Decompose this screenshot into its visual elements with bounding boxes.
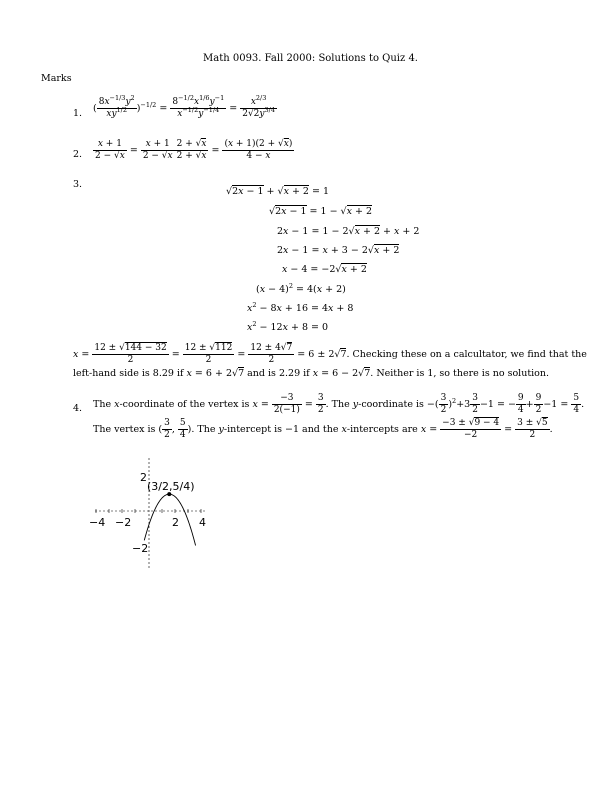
- eq-line-4: 2x − 1 = x + 3 − 2√x + 2: [277, 245, 400, 256]
- eq-line-7: $x^2 - 8x + 16 = 4x + 8$: [247, 301, 354, 314]
- problem-2-equation: $\frac{x + 1}{2 - √x}$ = $\frac{x + 1}{2 - √x}$ $\frac{2 + √x}{2 + √x}$ = $\frac{(x + 1)(2 + √x)}{4 - x}$: [95, 139, 293, 161]
- problem-4-line-1: The x-coordinate of the vertex is x = $\frac{-3}{2(-1)}$ = $\frac{3}{2}$ . The y-coordinate is −( $\frac{3}{2}$ )$^2$+3 $\frac{3}{2}$ −1 = − $\frac{9}{4}$ + $\frac{9}{2}$ −1 = $\frac{5}{4}$ .: [93, 393, 585, 415]
- problem-4-line-2: The vertex is ( $\frac{3}{2}$ , $\frac{5}{4}$ ). The y-intercept is −1 and the x-intercepts are x = $\frac{-3 \pm √9 - 4}{-2}$ = $\frac{3 \pm √5}{2}$ .: [93, 418, 553, 440]
- vertex-label: (3/2,5/4): [147, 480, 195, 493]
- x-tick-label: 4: [199, 516, 206, 529]
- problem-2-number: 2.: [73, 149, 83, 160]
- parabola-graph: [85, 455, 215, 580]
- marks-label: Marks: [41, 73, 72, 84]
- problem-1-number: 1.: [73, 108, 83, 119]
- eq-line-2: √2x − 1 = 1 − √x + 2: [269, 206, 373, 217]
- problem-3-number: 3.: [73, 179, 83, 190]
- problem-1-equation: ( $\frac{8x^{-1/3}y^2}{xy^{1/2}}$ )$^{-1/2}$ = $\frac{8^{-1/2}x^{1/6}y^{-1}}{x^{-1/2}y^{-1/4}}$ = $\frac{x^{2/3}}{2√2y^{3/4}}$: [93, 94, 275, 119]
- eq-line-3: 2x − 1 = 1 − 2√x + 2 + x + 2: [277, 226, 420, 237]
- eq-line-1: √2x − 1 + √x + 2 = 1: [226, 186, 330, 197]
- problem-3-solution: x = $\frac{12 \pm √144 - 32}{2}$ = $\frac{12 \pm √112}{2}$ = $\frac{12 \pm 4√7}{2}$ = 6 ± 2√7. Checking these on a calcultator, we find that the: [73, 343, 587, 365]
- problem-4-number: 4.: [73, 403, 83, 414]
- eq-line-6: $(x - 4)^2 = 4(x + 2)$: [256, 282, 346, 295]
- y-tick-label: −2: [132, 542, 149, 555]
- x-tick-label: −4: [89, 516, 106, 529]
- page-title: Math 0093. Fall 2000: Solutions to Quiz 4.: [203, 53, 418, 64]
- eq-line-8: $x^2 - 12x + 8 = 0$: [247, 320, 329, 333]
- problem-3-conclusion: left-hand side is 8.29 if x = 6 + 2√7 and is 2.29 if x = 6 − 2√7. Neither is 1, so there is no solution.: [73, 368, 550, 379]
- y-tick-label: 2: [140, 471, 147, 484]
- x-tick-label: −2: [115, 516, 132, 529]
- parabola-curve: [144, 494, 195, 545]
- eq-line-5: x − 4 = −2√x + 2: [282, 264, 367, 275]
- x-tick-label: 2: [172, 516, 179, 529]
